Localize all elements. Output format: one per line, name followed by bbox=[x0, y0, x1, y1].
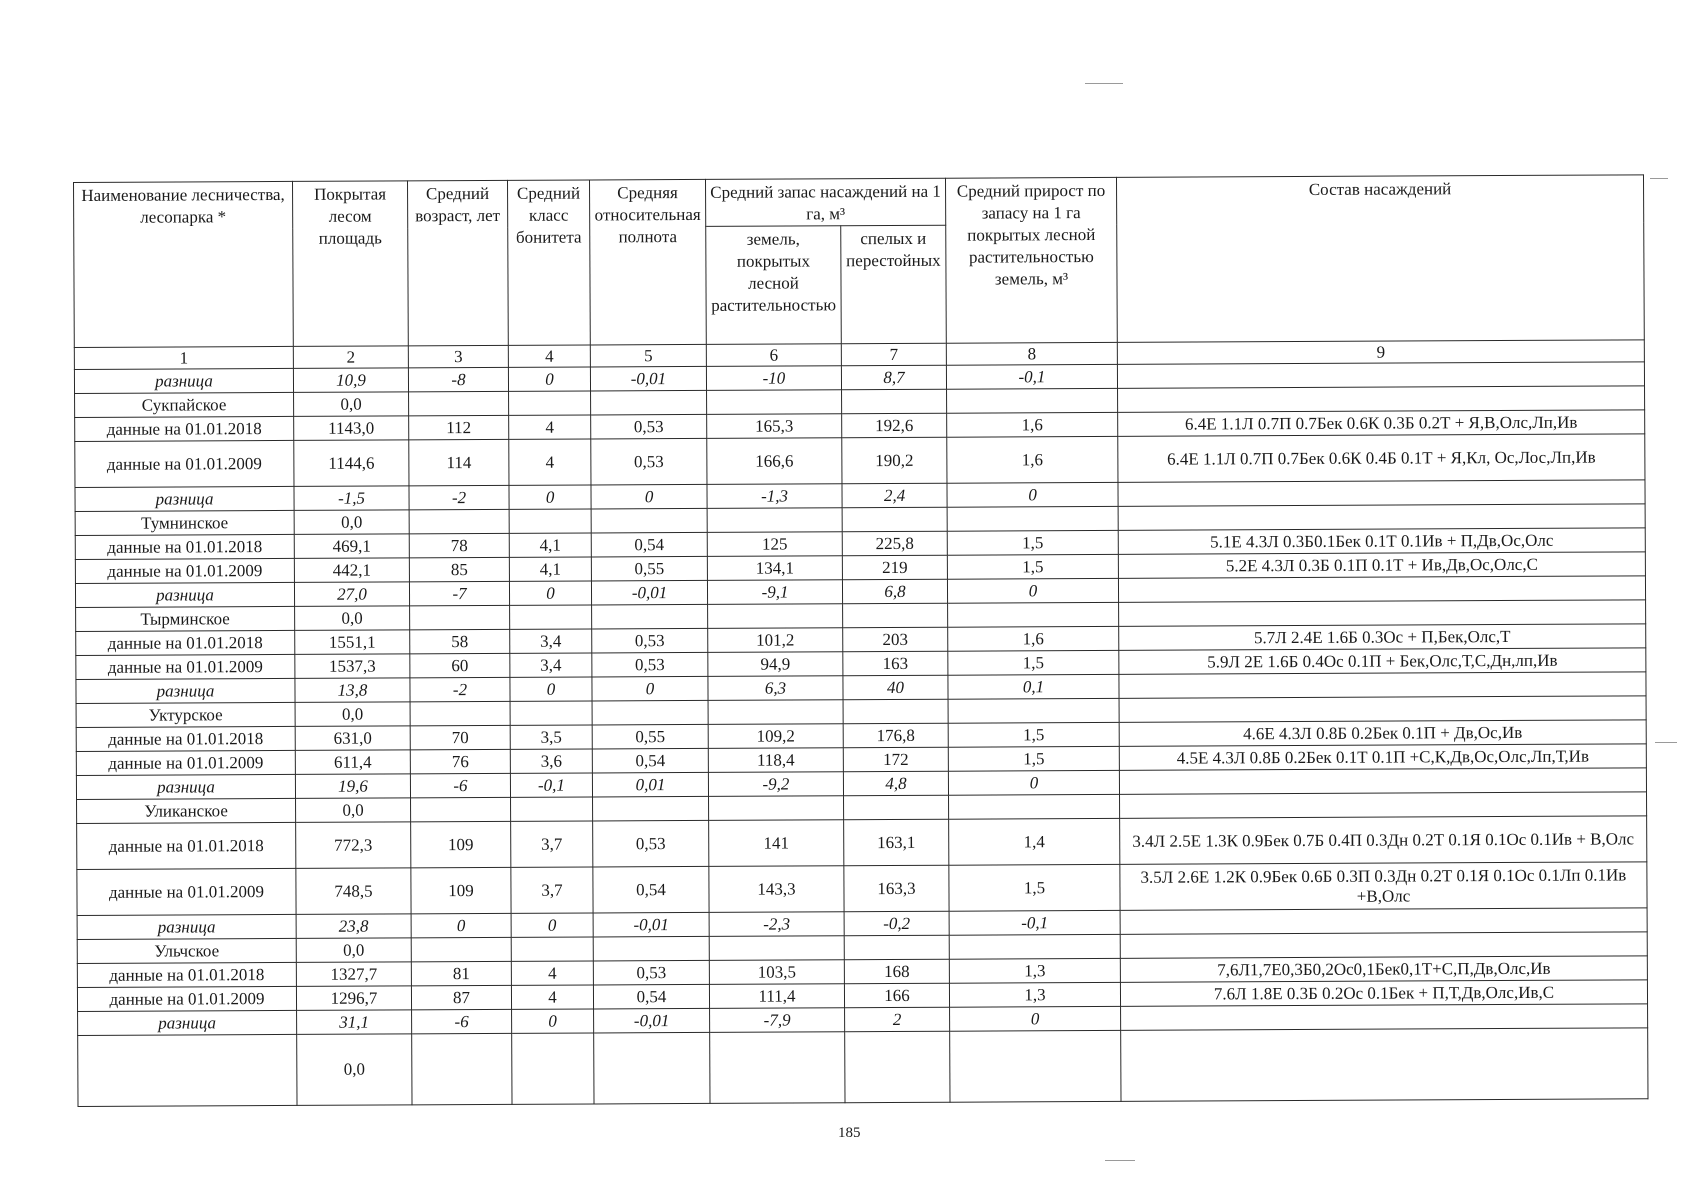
cell-composition bbox=[1118, 480, 1645, 507]
cell-stock-mature bbox=[842, 507, 947, 532]
cell-area: 1144,6 bbox=[294, 440, 409, 487]
cell-name: данные на 01.01.2018 bbox=[77, 962, 296, 987]
cell-name: данные на 01.01.2009 bbox=[76, 750, 295, 775]
cell-composition: 6.4Е 1.1Л 0.7П 0.7Бек 0.6К 0.4Б 0.1Т + Я,Кл, Ос,Лос,Лп,Ив bbox=[1118, 434, 1645, 483]
cell-bonitet: 0 bbox=[508, 367, 590, 391]
cell-increment bbox=[948, 602, 1119, 627]
cell-age: -6 bbox=[412, 1009, 512, 1033]
cell-increment bbox=[949, 934, 1120, 959]
cell-density: -0,01 bbox=[594, 1008, 710, 1033]
cell-name: разница bbox=[76, 774, 295, 799]
cell-density: 0,53 bbox=[591, 438, 707, 485]
cell-area: 19,6 bbox=[295, 774, 410, 799]
cell-density bbox=[593, 796, 709, 821]
cell-stock-covered: 141 bbox=[709, 820, 844, 867]
cell-area: 0,0 bbox=[294, 392, 409, 417]
cell-name: Ульчское bbox=[77, 938, 296, 963]
cell-composition bbox=[1121, 1028, 1648, 1102]
cell-stock-covered: 125 bbox=[707, 532, 842, 557]
cell-stock-covered bbox=[709, 796, 844, 821]
col-header-bonitet: Средний класс бонитета bbox=[507, 180, 590, 345]
cell-name: данные на 01.01.2018 bbox=[75, 534, 294, 559]
cell-name: данные на 01.01.2018 bbox=[76, 726, 295, 751]
cell-increment bbox=[947, 388, 1118, 413]
column-number: 1 bbox=[74, 346, 293, 369]
cell-stock-covered: 111,4 bbox=[709, 984, 844, 1009]
cell-increment: 1,5 bbox=[948, 746, 1119, 771]
cell-increment bbox=[949, 794, 1120, 819]
cell-bonitet: 0 bbox=[510, 677, 592, 701]
cell-increment: 1,5 bbox=[949, 864, 1120, 911]
cell-stock-mature bbox=[842, 389, 947, 414]
cell-name: данные на 01.01.2018 bbox=[76, 630, 295, 655]
cell-stock-mature: 163 bbox=[843, 651, 948, 676]
cell-composition bbox=[1118, 504, 1645, 531]
cell-composition bbox=[1118, 576, 1645, 603]
cell-name: Сукпайское bbox=[75, 392, 294, 417]
cell-area: -1,5 bbox=[294, 486, 409, 511]
cell-area: 1327,7 bbox=[296, 962, 411, 987]
cell-name: Тумнинское bbox=[75, 510, 294, 535]
cell-stock-mature: 40 bbox=[843, 675, 948, 700]
cell-bonitet: 3,7 bbox=[511, 867, 593, 913]
column-number: 5 bbox=[590, 344, 706, 367]
cell-bonitet: 0 bbox=[509, 485, 591, 509]
cell-area: 27,0 bbox=[294, 582, 409, 607]
cell-increment: 1,5 bbox=[947, 530, 1118, 555]
cell-bonitet: 0 bbox=[511, 913, 593, 937]
cell-composition bbox=[1119, 768, 1646, 795]
cell-area: 611,4 bbox=[295, 750, 410, 775]
cell-area: 0,0 bbox=[297, 1034, 412, 1106]
cell-age bbox=[411, 797, 511, 821]
cell-composition: 4.5Е 4.3Л 0.8Б 0.2Бек 0.1Т 0.1П +С,К,Дв,Ос,Олс,Лп,Т,Ив bbox=[1119, 744, 1646, 771]
cell-age: 109 bbox=[411, 867, 511, 913]
cell-increment: 1,3 bbox=[949, 982, 1120, 1007]
col-header-composition: Состав насаждений bbox=[1116, 175, 1644, 343]
cell-density: 0,54 bbox=[591, 532, 707, 557]
cell-name: данные на 01.01.2009 bbox=[76, 654, 295, 679]
cell-age: 78 bbox=[409, 533, 509, 557]
cell-increment: 0 bbox=[948, 770, 1119, 795]
cell-composition: 5.1Е 4.3Л 0.3Б0.1Бек 0.1Т 0.1Ив + П,Дв,Ос,Олс bbox=[1118, 528, 1645, 555]
cell-age: -2 bbox=[410, 677, 510, 701]
cell-bonitet bbox=[511, 797, 593, 821]
column-number: 6 bbox=[706, 344, 841, 367]
cell-bonitet bbox=[509, 509, 591, 533]
cell-composition bbox=[1118, 386, 1645, 413]
cell-name: Тырминское bbox=[76, 606, 295, 631]
cell-composition bbox=[1120, 908, 1647, 935]
cell-increment: -0,1 bbox=[949, 910, 1120, 935]
column-number: 8 bbox=[946, 342, 1117, 365]
cell-composition: 5.9Л 2Е 1.6Б 0.4Ос 0.1П + Бек,Олс,Т,С,Дн,лп,Ив bbox=[1119, 648, 1646, 675]
scan-speck bbox=[1655, 742, 1677, 743]
cell-bonitet: 4,1 bbox=[509, 557, 591, 581]
cell-density bbox=[591, 508, 707, 533]
cell-name bbox=[78, 1034, 297, 1106]
cell-area: 1551,1 bbox=[295, 630, 410, 655]
cell-composition bbox=[1119, 696, 1646, 723]
cell-stock-covered: 94,9 bbox=[708, 652, 843, 677]
column-number: 3 bbox=[408, 345, 508, 367]
forest-data-table bbox=[73, 174, 1649, 1107]
cell-bonitet: 4,1 bbox=[509, 533, 591, 557]
cell-stock-covered: 118,4 bbox=[708, 748, 843, 773]
cell-area: 631,0 bbox=[295, 726, 410, 751]
cell-bonitet bbox=[512, 1033, 594, 1104]
cell-name: разница bbox=[75, 486, 294, 511]
cell-composition: 5.2Е 4.3Л 0.3Б 0.1П 0.1Т + Ив,Дв,Ос,Олс,С bbox=[1118, 552, 1645, 579]
cell-bonitet: 3,4 bbox=[510, 629, 592, 653]
cell-name: разница bbox=[76, 678, 295, 703]
scan-speck bbox=[1105, 1160, 1135, 1161]
cell-age bbox=[409, 391, 509, 415]
cell-stock-mature bbox=[845, 1031, 950, 1103]
cell-bonitet: 4 bbox=[511, 961, 593, 985]
cell-name: данные на 01.01.2018 bbox=[75, 416, 294, 441]
cell-stock-mature: 225,8 bbox=[842, 531, 947, 556]
cell-density: 0,53 bbox=[591, 414, 707, 439]
cell-increment: 1,6 bbox=[947, 412, 1118, 437]
cell-area: 0,0 bbox=[294, 510, 409, 535]
col-header-name: Наименование лесничества, лесопарка * bbox=[74, 181, 294, 347]
cell-stock-covered bbox=[707, 390, 842, 415]
header-row-1 bbox=[74, 175, 1644, 230]
cell-density: 0,54 bbox=[593, 866, 709, 913]
cell-stock-mature: 163,1 bbox=[844, 819, 949, 866]
cell-name: разница bbox=[74, 368, 293, 393]
cell-area: 748,5 bbox=[296, 868, 411, 915]
cell-area: 1296,7 bbox=[296, 986, 411, 1011]
cell-age: 85 bbox=[409, 557, 509, 581]
cell-bonitet: 0 bbox=[512, 1009, 594, 1033]
col-header-age: Средний возраст, лет bbox=[407, 180, 508, 345]
col-header-area: Покрытая лесом площадь bbox=[292, 181, 408, 347]
cell-density bbox=[592, 700, 708, 725]
cell-density: 0,53 bbox=[593, 960, 709, 985]
cell-age: 87 bbox=[411, 985, 511, 1009]
column-number: 4 bbox=[508, 345, 590, 367]
cell-age: 109 bbox=[411, 821, 511, 867]
cell-area: 10,9 bbox=[293, 368, 408, 393]
cell-stock-covered: 165,3 bbox=[707, 414, 842, 439]
cell-composition: 7.6Л 1.8Е 0.3Б 0.2Ос 0.1Бек + П,Т,Дв,Олс,Ив,С bbox=[1120, 980, 1647, 1007]
cell-composition bbox=[1121, 1004, 1648, 1031]
cell-stock-covered: 109,2 bbox=[708, 724, 843, 749]
cell-age: 112 bbox=[409, 415, 509, 439]
cell-stock-mature: 192,6 bbox=[842, 413, 947, 438]
cell-bonitet: -0,1 bbox=[510, 773, 592, 797]
cell-composition: 6.4Е 1.1Л 0.7П 0.7Бек 0.6К 0.3Б 0.2Т + Я,В,Олс,Лп,Ив bbox=[1118, 410, 1645, 437]
cell-stock-mature bbox=[844, 795, 949, 820]
cell-stock-covered bbox=[708, 700, 843, 725]
cell-increment bbox=[948, 698, 1119, 723]
cell-bonitet bbox=[510, 605, 592, 629]
cell-increment: 0 bbox=[947, 578, 1118, 603]
cell-density bbox=[592, 604, 708, 629]
cell-age: 60 bbox=[410, 653, 510, 677]
cell-bonitet: 4 bbox=[509, 439, 591, 485]
cell-increment: 0 bbox=[950, 1006, 1121, 1031]
cell-area: 0,0 bbox=[296, 798, 411, 823]
cell-stock-covered: 6,3 bbox=[708, 676, 843, 701]
cell-area: 13,8 bbox=[295, 678, 410, 703]
cell-name: данные на 01.01.2009 bbox=[77, 868, 296, 915]
cell-increment bbox=[947, 506, 1118, 531]
cell-bonitet: 4 bbox=[511, 985, 593, 1009]
cell-name: разница bbox=[77, 914, 296, 939]
cell-increment: 1,6 bbox=[947, 436, 1118, 483]
cell-age: -8 bbox=[408, 367, 508, 391]
cell-age: 58 bbox=[410, 629, 510, 653]
cell-composition bbox=[1117, 362, 1644, 389]
cell-stock-mature: 4,8 bbox=[843, 771, 948, 796]
cell-composition: 5.7Л 2.4Е 1.6Б 0.3Ос + П,Бек,Олс,Т bbox=[1119, 624, 1646, 651]
cell-stock-covered bbox=[710, 1032, 845, 1104]
cell-bonitet: 3,7 bbox=[511, 821, 593, 867]
cell-composition: 4.6Е 4.3Л 0.8Б 0.2Бек 0.1П + Дв,Ос,Ив bbox=[1119, 720, 1646, 747]
cell-stock-mature bbox=[843, 603, 948, 628]
cell-density: 0,55 bbox=[591, 556, 707, 581]
scan-speck bbox=[1085, 83, 1123, 84]
cell-stock-covered bbox=[708, 604, 843, 629]
cell-stock-mature: 2,4 bbox=[842, 483, 947, 508]
cell-name: Уликанское bbox=[77, 798, 296, 823]
cell-stock-mature bbox=[843, 699, 948, 724]
cell-area: 1537,3 bbox=[295, 654, 410, 679]
table-row bbox=[77, 816, 1647, 870]
cell-name: Уктурское bbox=[76, 702, 295, 727]
cell-density bbox=[594, 1032, 710, 1104]
cell-age: -6 bbox=[410, 773, 510, 797]
cell-composition bbox=[1119, 672, 1646, 699]
cell-age: 76 bbox=[410, 749, 510, 773]
cell-stock-mature: 219 bbox=[842, 555, 947, 580]
cell-name: данные на 01.01.2018 bbox=[77, 822, 296, 869]
col-header-density: Средняя относительная полнота bbox=[589, 179, 706, 345]
cell-increment: -0,1 bbox=[946, 364, 1117, 389]
cell-density: 0,55 bbox=[592, 724, 708, 749]
column-number: 9 bbox=[1117, 340, 1644, 365]
cell-stock-covered bbox=[709, 936, 844, 961]
cell-density: 0,53 bbox=[593, 820, 709, 867]
cell-bonitet: 3,6 bbox=[510, 749, 592, 773]
cell-area: 469,1 bbox=[294, 534, 409, 559]
cell-stock-covered: 134,1 bbox=[707, 556, 842, 581]
cell-age: 81 bbox=[411, 961, 511, 985]
column-number: 2 bbox=[293, 346, 408, 369]
cell-age: 114 bbox=[409, 439, 509, 485]
cell-stock-mature bbox=[844, 935, 949, 960]
cell-composition: 3.4Л 2.5Е 1.3К 0.9Бек 0.7Б 0.4П 0.3Дн 0.2Т 0.1Я 0.1Ос 0.1Ив + В,Олс bbox=[1120, 816, 1647, 865]
cell-stock-mature: 203 bbox=[843, 627, 948, 652]
cell-stock-mature: 168 bbox=[844, 959, 949, 984]
cell-increment: 1,5 bbox=[948, 722, 1119, 747]
cell-name: данные на 01.01.2009 bbox=[75, 440, 294, 487]
cell-stock-covered: -9,1 bbox=[707, 580, 842, 605]
cell-bonitet: 3,4 bbox=[510, 653, 592, 677]
cell-increment: 1,4 bbox=[949, 818, 1120, 865]
cell-density: 0,54 bbox=[593, 984, 709, 1009]
cell-density bbox=[591, 390, 707, 415]
cell-age bbox=[410, 605, 510, 629]
scan-speck bbox=[1650, 178, 1668, 179]
cell-stock-covered bbox=[707, 508, 842, 533]
cell-area: 0,0 bbox=[296, 938, 411, 963]
cell-age bbox=[412, 1033, 512, 1104]
table-row bbox=[78, 1028, 1648, 1107]
cell-composition bbox=[1120, 932, 1647, 959]
cell-stock-covered: -2,3 bbox=[709, 912, 844, 937]
cell-density: -0,01 bbox=[591, 580, 707, 605]
cell-increment: 0,1 bbox=[948, 674, 1119, 699]
cell-age: -2 bbox=[409, 485, 509, 509]
cell-age bbox=[410, 701, 510, 725]
cell-age bbox=[411, 937, 511, 961]
cell-density: 0,01 bbox=[592, 772, 708, 797]
col-header-stock-mature: спелых и перестойных bbox=[841, 225, 947, 344]
cell-name: данные на 01.01.2009 bbox=[75, 558, 294, 583]
cell-density bbox=[593, 936, 709, 961]
cell-increment bbox=[950, 1030, 1121, 1102]
cell-age bbox=[409, 509, 509, 533]
cell-age: 0 bbox=[411, 913, 511, 937]
cell-area: 1143,0 bbox=[294, 416, 409, 441]
cell-composition: 7,6Л1,7Е0,3Б0,2Ос0,1Бек0,1Т+С,П,Дв,Олс,Ив bbox=[1120, 956, 1647, 983]
table-row bbox=[77, 862, 1647, 916]
col-header-stock-group: Средний запас насаждений на 1 га, м³ bbox=[705, 178, 945, 226]
cell-increment: 0 bbox=[947, 482, 1118, 507]
cell-age: 70 bbox=[410, 725, 510, 749]
cell-bonitet bbox=[509, 391, 591, 415]
cell-stock-covered: 166,6 bbox=[707, 438, 842, 485]
column-number: 7 bbox=[841, 343, 946, 366]
cell-stock-covered: -1,3 bbox=[707, 484, 842, 509]
cell-area: 23,8 bbox=[296, 914, 411, 939]
table-body bbox=[74, 362, 1648, 1107]
cell-bonitet: 4 bbox=[509, 415, 591, 439]
cell-density: -0,01 bbox=[593, 912, 709, 937]
page-number: 185 bbox=[838, 1125, 861, 1141]
cell-stock-mature: 172 bbox=[843, 747, 948, 772]
cell-composition: 3.5Л 2.6Е 1.2К 0.9Бек 0.6Б 0.3П 0.3Дн 0.2Т 0.1Я 0.1Ос 0.1Лп 0.1Ив +В,Олс bbox=[1120, 862, 1647, 911]
cell-stock-mature: 163,3 bbox=[844, 865, 949, 912]
cell-stock-covered: -10 bbox=[706, 366, 841, 391]
cell-area: 0,0 bbox=[295, 702, 410, 727]
cell-density: -0,01 bbox=[590, 366, 706, 391]
cell-density: 0,53 bbox=[592, 652, 708, 677]
cell-increment: 1,5 bbox=[948, 650, 1119, 675]
cell-bonitet bbox=[511, 937, 593, 961]
cell-stock-covered: 143,3 bbox=[709, 866, 844, 913]
cell-bonitet: 3,5 bbox=[510, 725, 592, 749]
cell-stock-mature: 2 bbox=[845, 1007, 950, 1032]
cell-area: 772,3 bbox=[296, 822, 411, 869]
cell-composition bbox=[1120, 792, 1647, 819]
cell-area: 442,1 bbox=[294, 558, 409, 583]
cell-stock-covered: 101,2 bbox=[708, 628, 843, 653]
cell-density: 0 bbox=[592, 676, 708, 701]
cell-stock-mature: 166 bbox=[844, 983, 949, 1008]
cell-area: 0,0 bbox=[295, 606, 410, 631]
cell-stock-mature: 6,8 bbox=[842, 579, 947, 604]
cell-stock-mature: 176,8 bbox=[843, 723, 948, 748]
cell-density: 0 bbox=[591, 484, 707, 509]
cell-increment: 1,5 bbox=[947, 554, 1118, 579]
cell-density: 0,53 bbox=[592, 628, 708, 653]
col-header-increment: Средний прирост по запасу на 1 га покрытых лесной растительностью земель, м³ bbox=[945, 177, 1117, 343]
table-row bbox=[75, 434, 1645, 488]
cell-stock-covered: -7,9 bbox=[710, 1008, 845, 1033]
cell-age: -7 bbox=[409, 581, 509, 605]
cell-composition bbox=[1119, 600, 1646, 627]
cell-stock-mature: -0,2 bbox=[844, 911, 949, 936]
cell-name: данные на 01.01.2009 bbox=[77, 986, 296, 1011]
cell-increment: 1,6 bbox=[948, 626, 1119, 651]
cell-name: разница bbox=[78, 1010, 297, 1035]
cell-stock-covered: 103,5 bbox=[709, 960, 844, 985]
col-header-stock-covered: земель, покрытых лесной растительностью bbox=[706, 226, 842, 345]
cell-stock-mature: 190,2 bbox=[842, 437, 947, 484]
cell-area: 31,1 bbox=[297, 1010, 412, 1035]
cell-stock-covered: -9,2 bbox=[708, 772, 843, 797]
cell-density: 0,54 bbox=[592, 748, 708, 773]
cell-increment: 1,3 bbox=[949, 958, 1120, 983]
cell-bonitet bbox=[510, 701, 592, 725]
cell-name: разница bbox=[75, 582, 294, 607]
cell-stock-mature: 8,7 bbox=[841, 365, 946, 390]
cell-bonitet: 0 bbox=[509, 581, 591, 605]
